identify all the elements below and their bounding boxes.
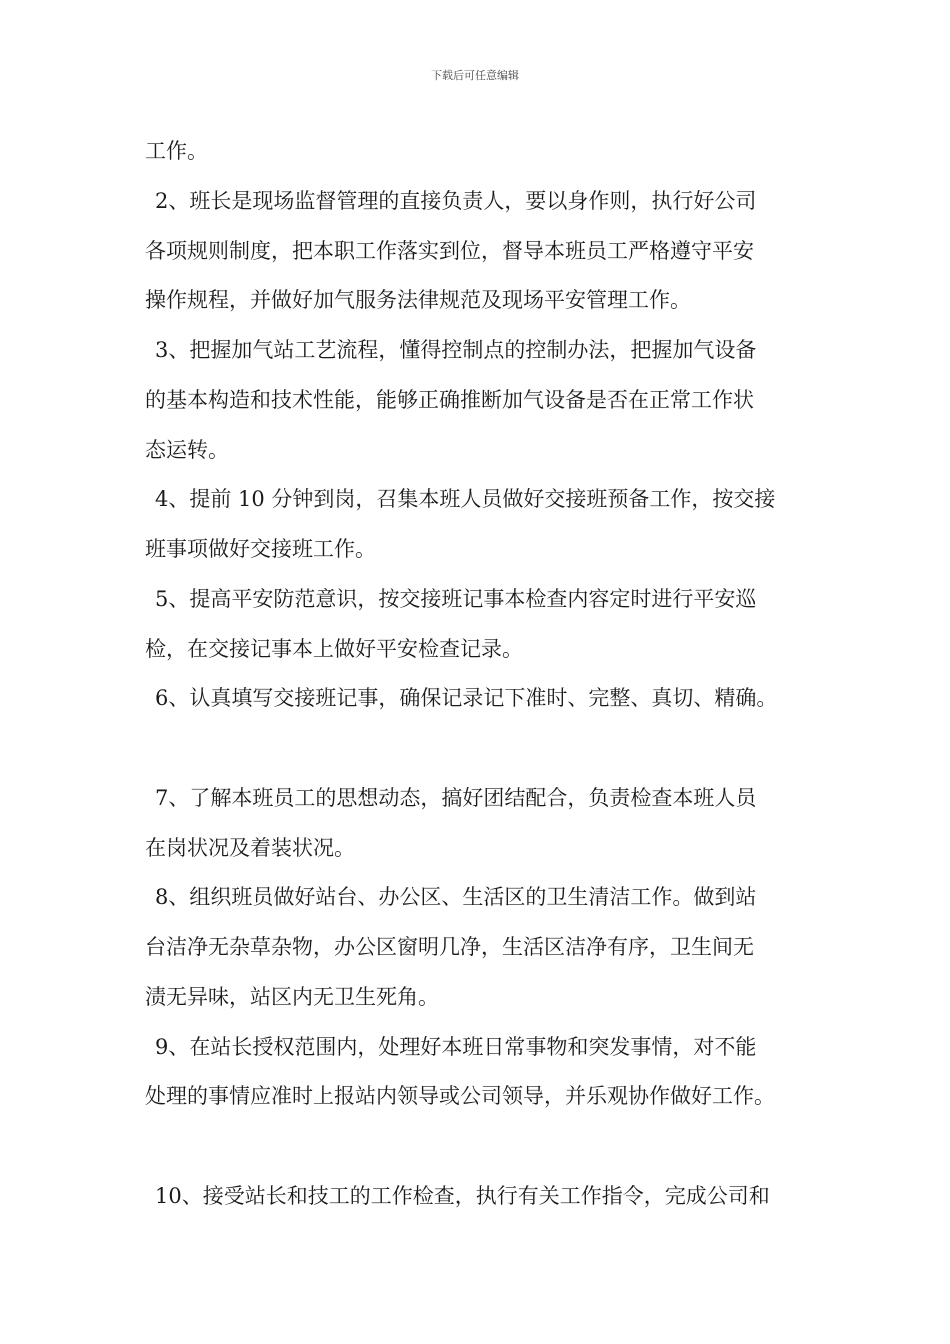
- text-line: 工作。: [145, 139, 208, 163]
- text-line: 的基本构造和技术性能，能够正确推断加气设备是否在正常工作状: [145, 388, 754, 412]
- text-line: 操作规程，并做好加气服务法律规范及现场平安管理工作。: [145, 288, 691, 312]
- text-line: 5、提高平安防范意识，按交接班记事本检查内容定时进行平安巡: [155, 587, 757, 611]
- text-line: 2、班长是现场监督管理的直接负责人，要以身作则，执行好公司: [155, 189, 757, 213]
- text-line: 处理的事情应准时上报站内领导或公司领导，并乐观协作做好工作。: [145, 1084, 775, 1108]
- text-line: 渍无异味，站区内无卫生死角。: [145, 985, 439, 1009]
- text-line: 态运转。: [145, 438, 229, 462]
- text-line: 8、组织班员做好站台、办公区、生活区的卫生清洁工作。做到站: [155, 885, 757, 909]
- text-line: 6、认真填写交接班记事，确保记录记下准时、完整、真切、精确。: [155, 686, 778, 710]
- text-line: 各项规则制度，把本职工作落实到位，督导本班员工严格遵守平安: [145, 239, 754, 263]
- text-line: 10、接受站长和技工的工作检查，执行有关工作指令，完成公司和: [155, 1184, 770, 1208]
- text-line: 班事项做好交接班工作。: [145, 537, 376, 561]
- text-line: 台洁净无杂草杂物，办公区窗明几净，生活区洁净有序，卫生间无: [145, 935, 754, 959]
- text-line: 检，在交接记事本上做好平安检查记录。: [145, 637, 523, 661]
- page-header: 下载后可任意编辑: [431, 69, 519, 82]
- text-line: 3、把握加气站工艺流程，懂得控制点的控制办法，把握加气设备: [155, 338, 757, 362]
- text-line: 7、了解本班员工的思想动态，搞好团结配合，负责检查本班人员: [155, 786, 757, 810]
- text-line: 在岗状况及着装状况。: [145, 836, 355, 860]
- text-line: 4、提前 10 分钟到岗，召集本班人员做好交接班预备工作，按交接: [155, 487, 776, 511]
- text-line: 9、在站长授权范围内，处理好本班日常事物和突发事情，对不能: [155, 1035, 757, 1059]
